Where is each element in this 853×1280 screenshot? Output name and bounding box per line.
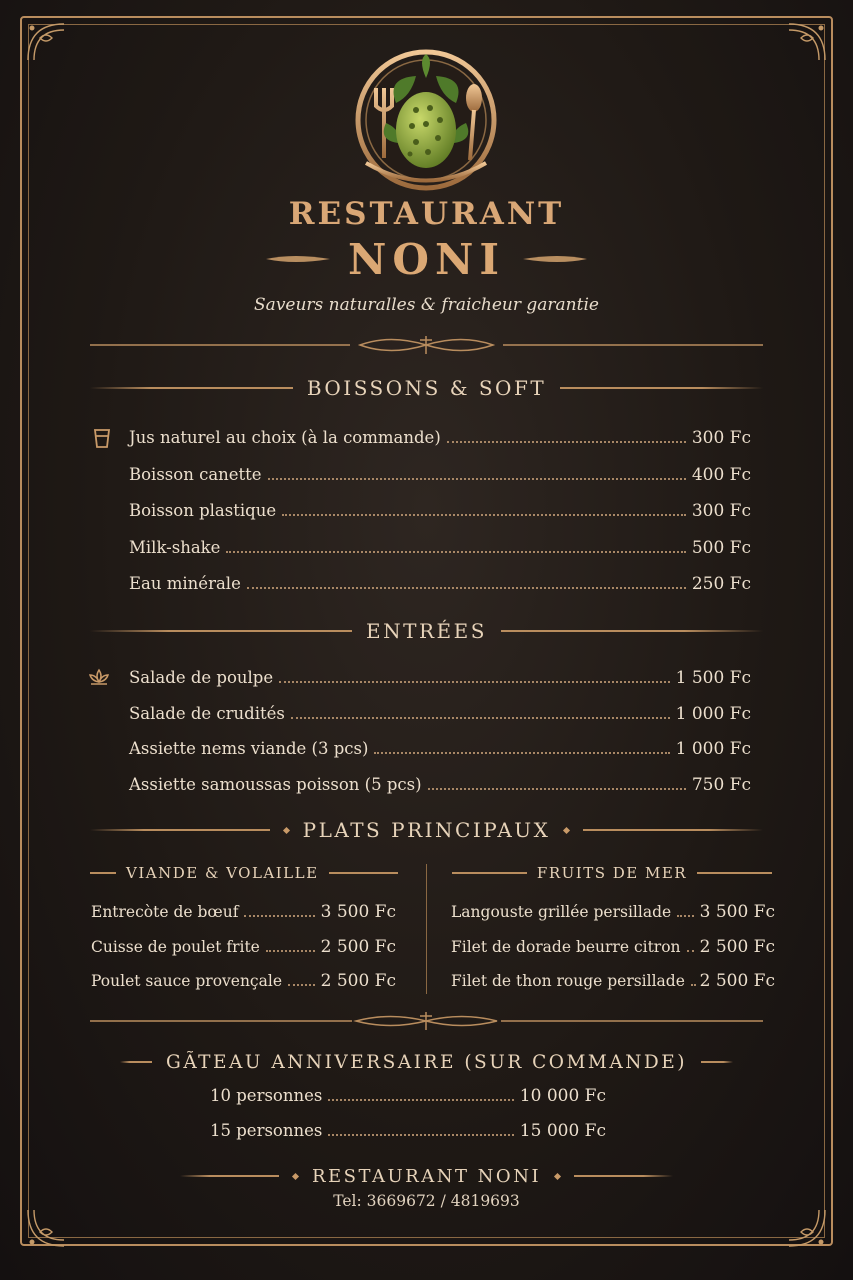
menu-item-name: Salade de poulpe (129, 668, 274, 687)
dot-leader (447, 441, 686, 443)
section-header-plats (90, 815, 763, 845)
rule (90, 387, 293, 389)
section-title: BOISSONS & SOFT (306, 376, 547, 400)
menu-item (129, 574, 751, 594)
menu-item-price: 2 500 Fc (699, 936, 775, 957)
section-title: PLATS PRINCIPAUX (302, 818, 551, 842)
menu-item (210, 1086, 606, 1106)
menu-item-name: Entrecòte de bœuf (91, 903, 239, 921)
menu-item-name: Filet de dorade beurre citron (451, 937, 681, 956)
dot-leader (291, 717, 670, 719)
menu-item (91, 902, 396, 922)
dot-leader (282, 514, 686, 516)
menu-item-name: Milk-shake (129, 537, 221, 557)
menu-item-name: Jus naturel au choix (à la commande) (129, 428, 441, 447)
menu-item-price: 300 Fc (691, 501, 751, 521)
section-title: GÃTEAU ANNIVERSAIRE (SUR COMMANDE) (166, 1051, 687, 1073)
menu-item (91, 971, 396, 991)
diamond-icon (283, 826, 290, 833)
menu-item-name: Boisson plastique (129, 501, 277, 520)
menu-item-price: 300 Fc (691, 428, 751, 448)
corner-ornament-icon (783, 20, 829, 66)
menu-item (91, 937, 396, 957)
dot-leader (288, 984, 315, 986)
restaurant-name-row (0, 234, 853, 284)
dot-leader (374, 752, 669, 754)
menu-item-price: 400 Fc (691, 464, 751, 485)
rule (452, 872, 527, 874)
menu-item-price: 3 500 Fc (320, 902, 396, 922)
subsection-title: FRUITS DE MER (536, 864, 688, 882)
dot-leader (328, 1134, 513, 1136)
restaurant-name: NONI (347, 234, 505, 284)
menu-item-price: 3 500 Fc (699, 902, 775, 922)
menu-item-name: Boisson canette (129, 464, 262, 484)
section-header-boissons (90, 373, 763, 403)
rule (574, 1175, 673, 1177)
section-title: ENTRÉES (366, 619, 487, 643)
rule (560, 387, 763, 389)
menu-item (129, 668, 751, 688)
restaurant-title: RESTAURANT (288, 196, 565, 232)
dot-leader (279, 681, 669, 683)
dot-leader (677, 915, 693, 917)
dot-leader (226, 551, 685, 553)
menu-item-name: Langouste grillée persillade (451, 903, 672, 921)
noni-fruit-logo-icon (326, 48, 526, 198)
subsection-title: VIANDE & VOLAILLE (126, 864, 319, 882)
menu-item-price: 1 000 Fc (675, 739, 751, 759)
menu-item-price: 250 Fc (691, 574, 751, 594)
column-separator (426, 864, 427, 994)
tagline: Saveurs naturalles & fraicheur garantie (254, 295, 599, 315)
diamond-icon (292, 1172, 299, 1179)
rule (329, 872, 398, 874)
rule (583, 829, 763, 831)
menu-item (210, 1121, 606, 1141)
dot-leader (691, 984, 694, 986)
subsection-header-viande (90, 863, 398, 883)
rule (90, 630, 352, 632)
dot-leader (428, 788, 686, 790)
rule (501, 630, 763, 632)
menu-item-price: 2 500 Fc (699, 971, 775, 991)
footer-header (180, 1161, 673, 1191)
menu-item (451, 971, 775, 991)
menu-item-price: 750 Fc (691, 774, 751, 795)
rule (90, 872, 116, 874)
menu-item-name: 15 personnes (210, 1120, 323, 1140)
ornamental-divider-icon (90, 334, 763, 356)
dot-leader (687, 950, 694, 952)
swash-right-icon (519, 249, 589, 269)
menu-item-name: Poulet sauce provençale (91, 972, 282, 990)
rule (701, 1061, 733, 1063)
menu-item-name: 10 personnes (210, 1086, 323, 1105)
corner-ornament-icon (24, 1204, 70, 1250)
lotus-icon (88, 666, 110, 688)
menu-item (129, 739, 751, 759)
rule (120, 1061, 152, 1063)
dot-leader (266, 950, 315, 952)
swash-left-icon (264, 249, 334, 269)
menu-item-price: 2 500 Fc (320, 971, 396, 991)
footer-restaurant-name: RESTAURANT NONI (311, 1165, 542, 1187)
menu-item (129, 501, 751, 521)
rule (180, 1175, 279, 1177)
menu-item (129, 775, 751, 795)
corner-ornament-icon (783, 1204, 829, 1250)
section-header-gateau (120, 1047, 733, 1077)
dot-leader (328, 1099, 513, 1101)
menu-item (129, 465, 751, 485)
rule (90, 829, 270, 831)
menu-item (451, 937, 775, 957)
menu-item-price: 500 Fc (691, 537, 751, 558)
diamond-icon (554, 1172, 561, 1179)
footer-phone: Tel: 3669672 / 4819693 (333, 1192, 520, 1210)
menu-item-price: 1 500 Fc (675, 668, 751, 688)
dot-leader (268, 478, 686, 480)
rule (697, 872, 772, 874)
menu-item (129, 538, 751, 558)
menu-item-price: 1 000 Fc (675, 703, 751, 724)
menu-item-name: Salade de crudités (129, 703, 285, 723)
glass-icon (91, 427, 113, 449)
menu-item (129, 428, 751, 448)
menu-item (451, 902, 775, 922)
menu-item-name: Assiette nems viande (3 pcs) (129, 739, 369, 758)
dot-leader (244, 915, 314, 917)
menu-item-name: Eau minérale (129, 574, 241, 593)
menu-item (129, 704, 751, 724)
menu-item-price: 2 500 Fc (320, 936, 396, 957)
section-header-entrees (90, 616, 763, 646)
menu-item-price: 15 000 Fc (519, 1120, 606, 1141)
menu-item-name: Cuisse de poulet frite (91, 937, 260, 956)
menu-item-name: Filet de thon rouge persillade (451, 972, 685, 990)
ornamental-divider-icon (90, 1010, 763, 1032)
menu-item-name: Assiette samoussas poisson (5 pcs) (129, 774, 422, 794)
menu-item-price: 10 000 Fc (519, 1086, 606, 1106)
corner-ornament-icon (24, 20, 70, 66)
subsection-header-mer (452, 863, 772, 883)
dot-leader (247, 587, 686, 589)
diamond-icon (563, 826, 570, 833)
